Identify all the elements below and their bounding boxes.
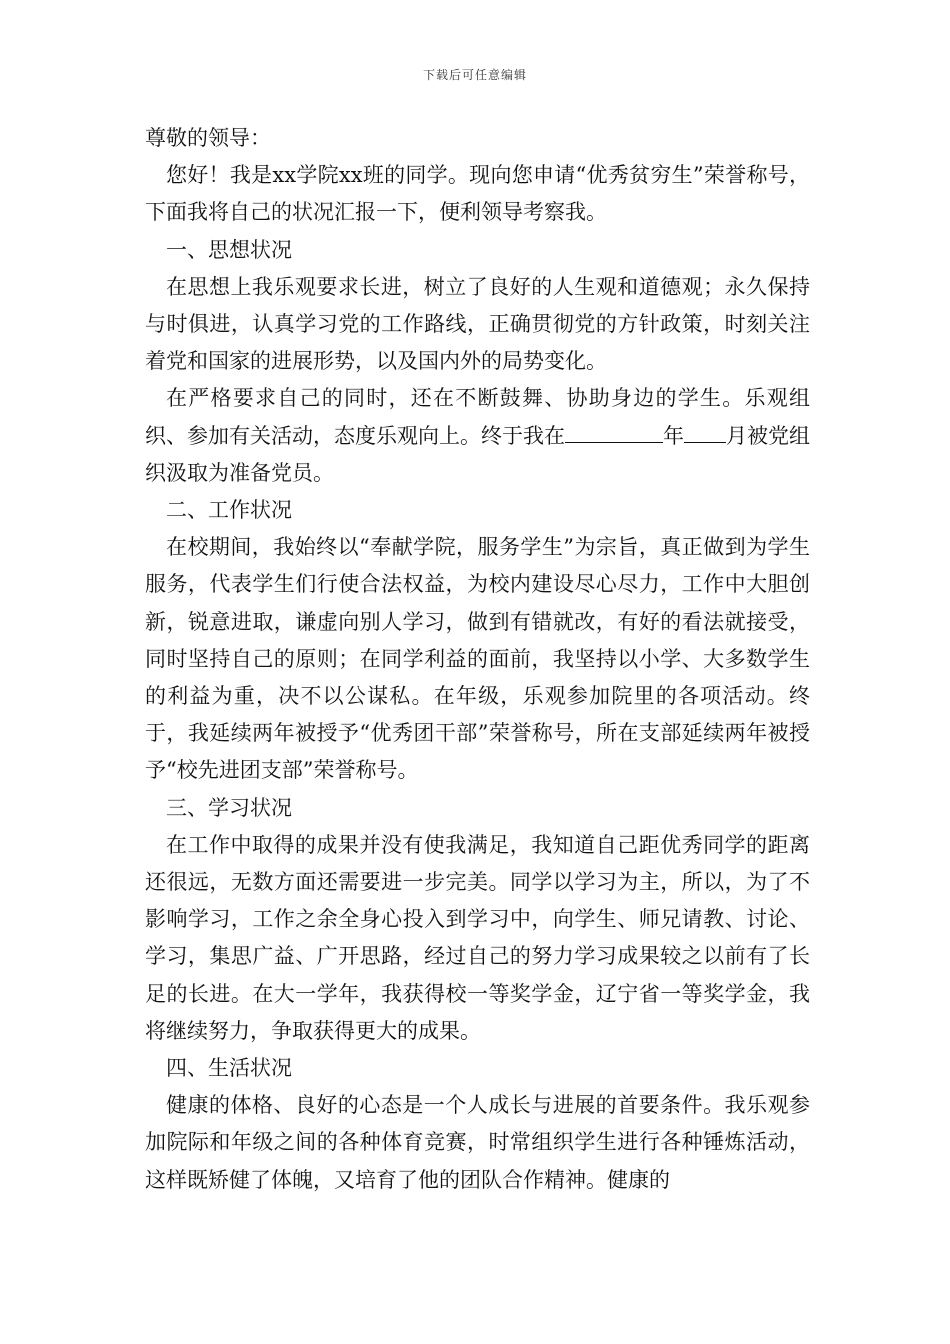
salutation: 尊敬的领导： — [145, 126, 271, 150]
section-heading-life: 四、生活状况 — [166, 1056, 292, 1081]
section-heading-thought: 一、思想状况 — [166, 237, 292, 262]
study-paragraph: 在工作中取得的成果并没有使我满足，我知道自己距优秀同学的距离还很远，无数方面还需要进一步完美。同学以学习为主，所以，为了不影响学习，工作之余全身心投入到学习中，向学生、师兄请教、讨论、学习，集思广益、广开思路，经过自己的努力学习成果较之以前有了长足的长进。在大一学年，我获得校一等奖学金，辽宁省一等奖学金，我将继续努力，争取获得更大的成果。 — [145, 832, 810, 1043]
party-paragraph — [145, 380, 810, 492]
intro-paragraph: 您好！我是xx学院xx班的同学。现向您申请“优秀贫穷生”荣誉称号，下面我将自己的状况汇报一下，便利领导考察我。 — [145, 163, 810, 225]
party-text-after: 被党组织汲取为准备党员。 — [145, 423, 810, 485]
page-header: 下载后可任意编辑 — [422, 68, 527, 82]
year-word: 年 — [663, 423, 684, 448]
party-text-before: 在严格要求自己的同时，还在不断鼓舞、协助身边的学生。乐观组织、参加有关活动，态度乐观向上。终于我在 — [145, 386, 810, 448]
section-heading-work: 二、工作状况 — [166, 498, 292, 523]
year-blank — [565, 422, 663, 443]
document-body — [145, 120, 810, 1199]
month-blank — [684, 422, 726, 443]
month-word: 月 — [726, 423, 747, 448]
section-heading-study: 三、学习状况 — [166, 795, 292, 820]
thought-paragraph: 在思想上我乐观要求长进，树立了良好的人生观和道德观；永久保持与时俱进，认真学习党的工作路线，正确贯彻党的方针政策，时刻关注着党和国家的进展形势，以及国内外的局势变化。 — [145, 274, 810, 374]
life-paragraph: 健康的体格、良好的心态是一个人成长与进展的首要条件。我乐观参加院际和年级之间的各种体育竞赛，时常组织学生进行各种锤炼活动，这样既矫健了体魄，又培育了他的团队合作精神。健康的 — [145, 1093, 810, 1192]
work-paragraph: 在校期间，我始终以“奉献学院，服务学生”为宗旨，真正做到为学生服务，代表学生们行使合法权益，为校内建设尽心尽力，工作中大胆创新，锐意进取，谦虚向别人学习，做到有错就改，有好的看法就接受，同时坚持自己的原则；在同学利益的面前，我坚持以小学、大多数学生的利益为重，决不以公谋私。在年级，乐观参加院里的各项活动。终于，我延续两年被授予“优秀团干部”荣誉称号，所在支部延续两年被授予“校先进团支部”荣誉称号。 — [145, 535, 810, 783]
